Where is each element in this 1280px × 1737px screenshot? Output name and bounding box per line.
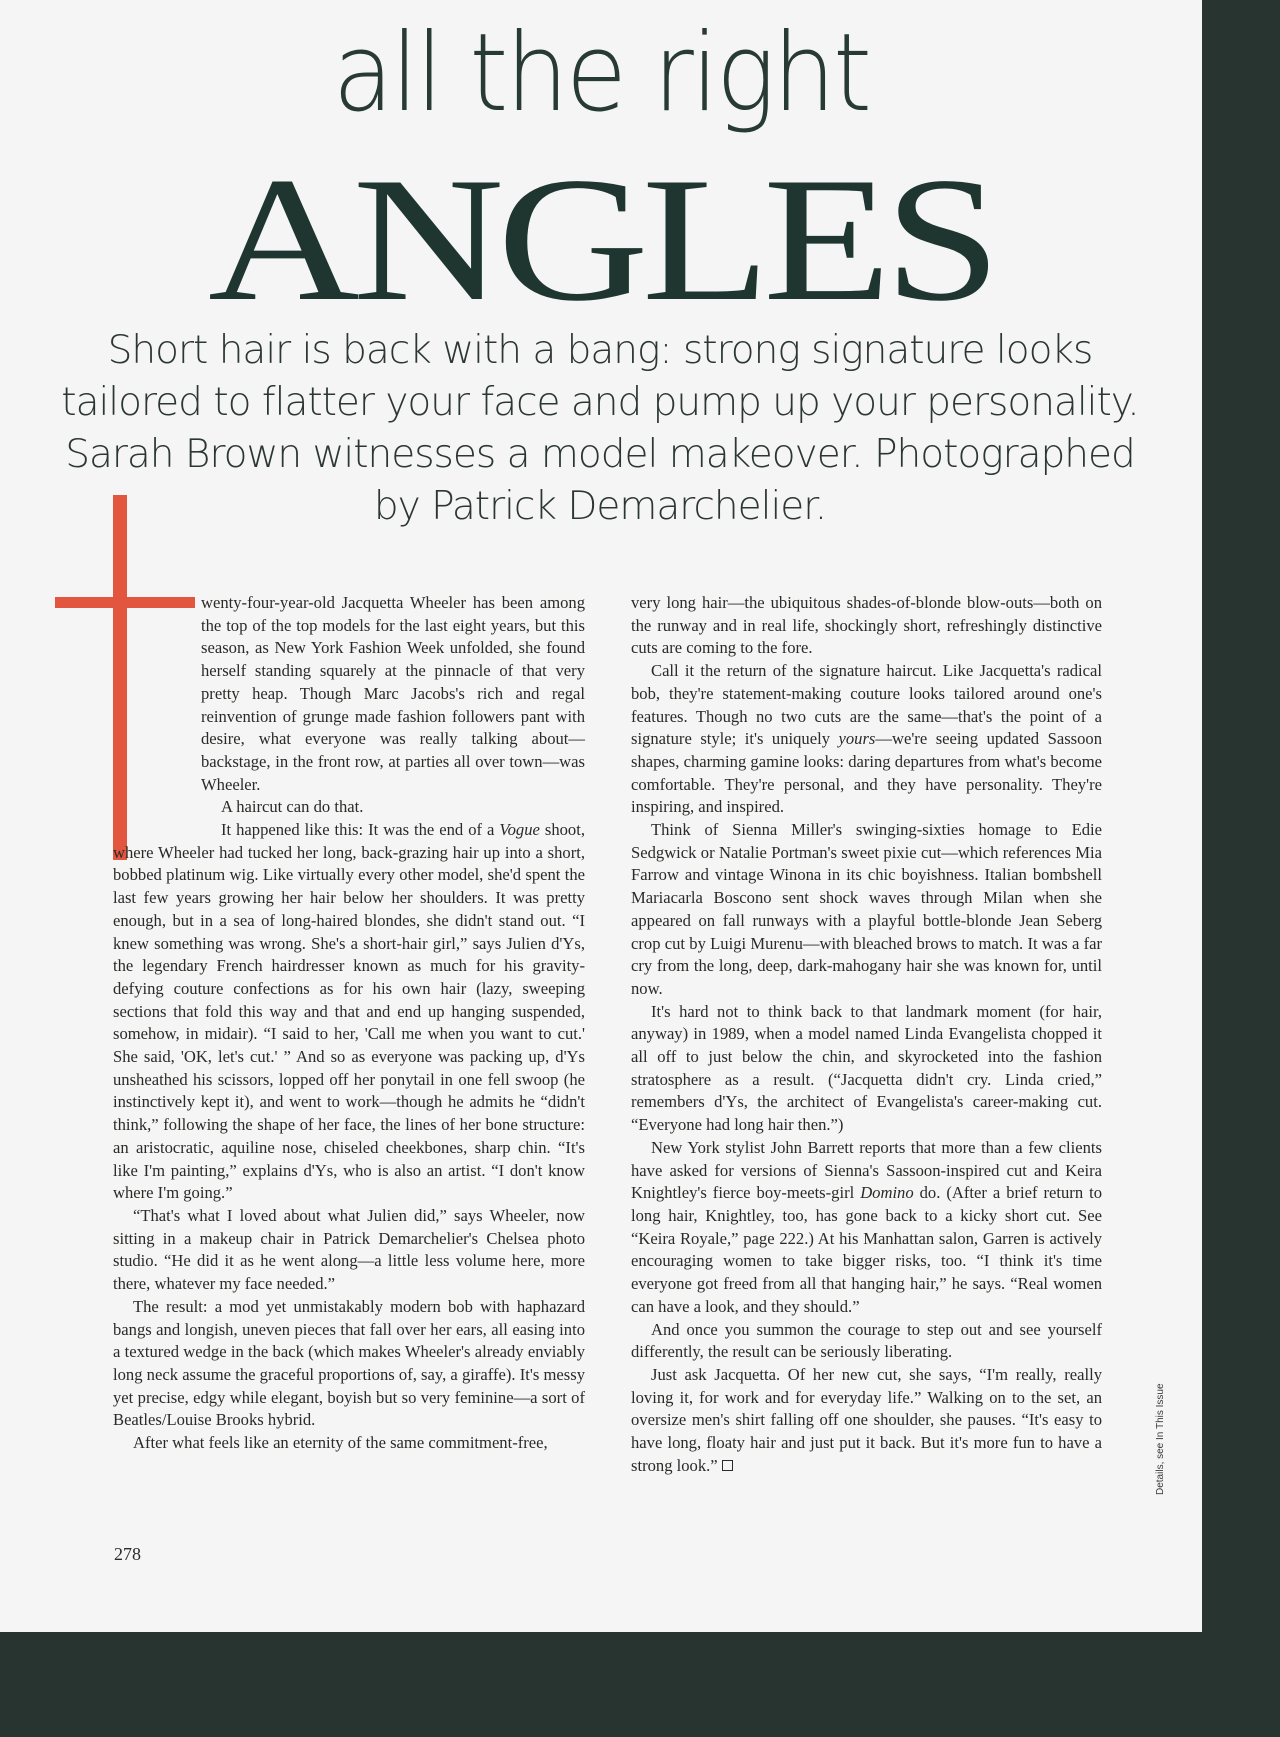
paragraph: New York stylist John Barrett reports that more than a few clients have asked for versions of Sienna's Sassoon-inspired cut and Keira Knightley's fierce boy-meets-girl Domino do. (After a brief return to long hair, Knightley, too, has gone back to a kicky short cut. See “Keira Royale,” page 222.) At his Manhattan salon, Garren is actively encouraging women to take bigger risks, too. “I think it's time everyone got freed from all that hanging hair,” he says. “Real women can have a look, and they should.” xyxy=(631,1137,1102,1316)
end-mark-icon xyxy=(722,1460,733,1471)
paragraph: It's hard not to think back to that landmark moment (for hair, anyway) in 1989, when a model named Linda Evangelista chopped it all off to just below the chin, and skyrocketed into the fashion stratosphere as a result. (“Jacquetta didn't cry. Linda cried,” remembers d'Ys, the architect of Evangelista's career-making cut. “Everyone had long hair then.”) xyxy=(631,1001,1102,1135)
paragraph: “That's what I loved about what Julien did,” says Wheeler, now sitting in a makeup chair in Patrick Demarchelier's Chelsea photo studio. “He did it as he went along—a little less volume here, more there, whatever my face needed.” xyxy=(113,1205,585,1294)
title-line-2: ANGLES xyxy=(208,140,994,338)
paragraph: And once you summon the courage to step out and see yourself differently, the result can be seriously liberating. xyxy=(631,1319,1102,1362)
paragraph: Think of Sienna Miller's swinging-sixties homage to Edie Sedgwick or Natalie Portman's sweet pixie cut—which references Mia Farrow and vintage Winona in its chic boyishness. Italian bombshell Mariacarla Boscono sent shock waves through Milan when she appeared on fall runways with a playful bottle-blonde Jean Seberg crop cut by Luigi Murenu—with bleached brows to match. It was a far cry from the long, deep, dark-mahogany hair she was known for, until now. xyxy=(631,820,1102,998)
body-column-2 xyxy=(631,592,1102,1477)
deck-subtitle: Short hair is back with a bang: strong signature looks tailored to flatter your face and pump up your personality. Sarah Brown witnesses a model makeover. Photographed by Patrick Demarchelier. xyxy=(61,328,1139,529)
paragraph: After what feels like an eternity of the same commitment-free, xyxy=(133,1433,548,1453)
body-column-1 xyxy=(113,592,585,1455)
title-line-1: all the right xyxy=(332,11,870,136)
paragraph: very long hair—the ubiquitous shades-of-blonde blow-outs—both on the runway and in real life, shockingly short, refreshingly distinctive cuts are coming to the fore. xyxy=(631,593,1102,658)
paragraph: The result: a mod yet unmistakably modern bob with haphazard bangs and longish, uneven pieces that fall over her ears, all easing into a textured wedge in the back (which makes Wheeler's already enviably long neck assume the graceful proportions of, say, a giraffe). It's messy yet precise, edgy while elegant, boyish but so very feminine—a sort of Beatles/Louise Brooks hybrid. xyxy=(113,1296,585,1430)
dropcap-space xyxy=(113,592,201,840)
credit-line: Details, see In This Issue xyxy=(1155,1383,1166,1495)
paragraph: Call it the return of the signature haircut. Like Jacquetta's radical bob, they're statement-making couture looks tailored around one's features. Though no two cuts are the same—that's the point of a signature style; it's uniquely yours—we're seeing updated Sassoon shapes, charming gamine looks: daring departures from what's become comfortable. They're personal, and they have personality. They're inspiring, and inspired. xyxy=(631,661,1103,817)
page-number: 278 xyxy=(114,1544,141,1564)
paragraph: It happened like this: It was the end of a Vogue shoot, where Wheeler had tucked her long, back-grazing hair up into a short, bobbed platinum wig. Like virtually every other model, she'd spent the last few years growing her hair below her shoulders. It was pretty enough, but in a sea of long-haired blondes, she didn't stand out. “I knew something was wrong. She's a short-hair girl,” says Julien d'Ys, the legendary French hairdresser known as much for his gravity-defying couture confections as for his own hair (lazy, sweeping sections that fold this way and that and end up hanging suspended, somehow, in midair). “I said to her, 'Call me when you want to cut.' She said, 'OK, let's cut.' ” And so as everyone was packing up, d'Ys unsheathed his scissors, lopped off her ponytail in one fell swoop (he instinctively kept it), and went to work—though he admits he “didn't think,” following the shape of her face, the lines of her bone structure: an aristocratic, aquiline nose, chiseled cheekbones, sharp chin. “It's like I'm painting,” explains d'Ys, who is also an artist. “I don't know where I'm going.” xyxy=(113,820,585,1203)
paragraph: A haircut can do that. xyxy=(221,797,364,817)
paragraph: Just ask Jacquetta. Of her new cut, she says, “I'm really, really loving it, for work and for everyday life.” Walking on to the set, an oversize men's shirt falling off one shoulder, she pauses. “It's easy to have long, floaty hair and just put it back. But it's more fun to have a strong look.” xyxy=(631,1364,1102,1475)
paragraph: wenty-four-year-old Jacquetta Wheeler has been among the top of the top models for the last eight years, but this season, as New York Fashion Week unfolded, she found herself standing squarely at the pinnacle of that very pretty heap. Though Marc Jacobs's rich and regal reinvention of grunge made fashion followers pant with desire, what everyone was really talking about—backstage, in the front row, at parties all over town—was Wheeler. xyxy=(201,593,585,794)
